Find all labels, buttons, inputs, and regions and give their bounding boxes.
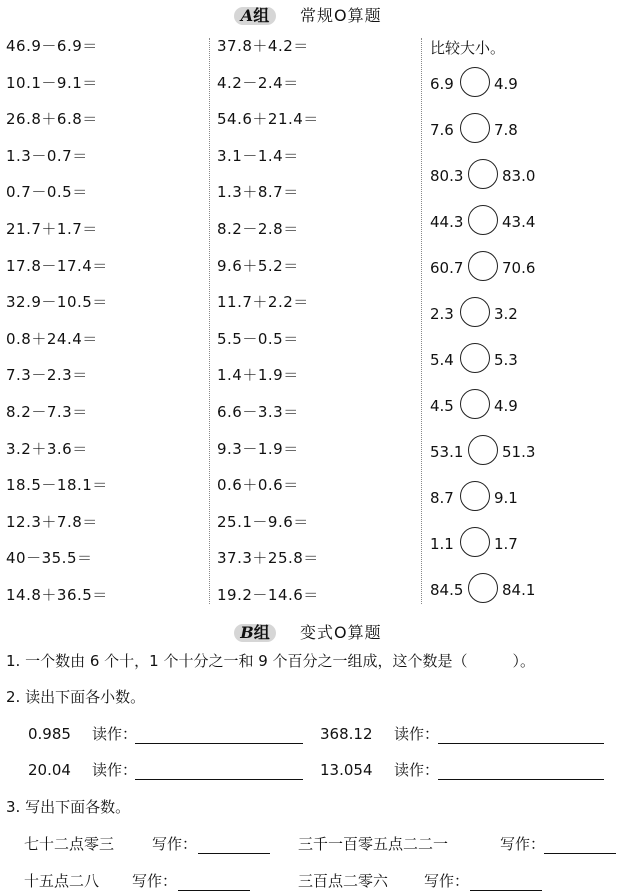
arithmetic-problem: 37.3＋25.8＝ [217,549,319,568]
q2-number-2: 368.12 [320,725,373,743]
compare-right-value: 70.6 [502,259,536,277]
compare-answer-circle[interactable] [460,481,490,511]
compare-answer-circle[interactable] [468,573,498,603]
arithmetic-problem: 7.3－2.3＝ [6,366,88,385]
compare-right-value: 9.1 [494,489,518,507]
arithmetic-problem: 12.3＋7.8＝ [6,512,98,531]
compare-answer-circle[interactable] [468,435,498,465]
compare-left-value: 2.3 [430,305,454,323]
compare-left-value: 53.1 [430,443,464,461]
compare-title: 比较大小。 [430,39,506,57]
compare-left-value: 6.9 [430,75,454,93]
q3-label-4: 写作： [424,872,470,890]
question-1: 1. 一个数由 6 个十，1 个十分之一和 9 个百分之一组成，这个数是（ ）。 [6,652,536,670]
q3-words-2: 三千一百零五点二二一 [298,835,449,853]
compare-right-value: 7.8 [494,121,518,139]
section-b-title: 变式O算题 [300,623,382,642]
compare-right-value: 5.3 [494,351,518,369]
compare-right-value: 1.7 [494,535,518,553]
arithmetic-problem: 9.6＋5.2＝ [217,256,299,275]
compare-right-value: 83.0 [502,167,536,185]
compare-answer-circle[interactable] [460,389,490,419]
compare-answer-circle[interactable] [460,297,490,327]
question-3: 3. 写出下面各数。 [6,798,131,816]
compare-left-value: 4.5 [430,397,454,415]
arithmetic-problem: 17.8－17.4＝ [6,256,108,275]
compare-right-value: 3.2 [494,305,518,323]
section-a-group: 组 [253,6,270,25]
compare-answer-circle[interactable] [460,67,490,97]
q3-words-3: 十五点二八 [24,872,100,890]
arithmetic-problem: 4.2－2.4＝ [217,73,299,92]
section-b-header [0,621,620,645]
q3-answer-line-4[interactable] [470,890,542,891]
compare-left-value: 8.7 [430,489,454,507]
arithmetic-problem: 19.2－14.6＝ [217,586,319,604]
q2-number-3: 20.04 [28,761,71,779]
section-a-letter: A [240,6,254,25]
compare-right-value: 84.1 [502,581,536,599]
compare-answer-circle[interactable] [460,343,490,373]
arithmetic-problem: 25.1－9.6＝ [217,512,309,531]
arithmetic-problem: 0.8＋24.4＝ [6,329,98,348]
q2-answer-line-2[interactable] [438,743,604,744]
arithmetic-problem: 40－35.5＝ [6,549,93,568]
q3-words-1: 七十二点零三 [24,835,115,853]
q2-label-4: 读作： [394,761,440,779]
compare-left-value: 7.6 [430,121,454,139]
arithmetic-problem: 54.6＋21.4＝ [217,110,319,129]
arithmetic-problem: 6.6－3.3＝ [217,403,299,421]
q3-answer-line-1[interactable] [198,853,270,854]
arithmetic-problem: 18.5－18.1＝ [6,476,108,495]
section-b-group: 组 [253,623,270,642]
arithmetic-problem: 0.6＋0.6＝ [217,476,299,495]
arithmetic-problem: 32.9－10.5＝ [6,293,108,312]
compare-answer-circle[interactable] [468,159,498,189]
arithmetic-problem: 1.4＋1.9＝ [217,366,299,385]
section-a-title: 常规O算题 [300,6,382,25]
q3-label-2: 写作： [500,835,546,853]
q2-answer-line-3[interactable] [135,779,303,780]
arithmetic-problem: 1.3＋8.7＝ [217,183,299,202]
arithmetic-problem: 3.1－1.4＝ [217,146,299,165]
arithmetic-problem: 1.3－0.7＝ [6,146,88,165]
column-divider [421,38,422,604]
q2-label-2: 读作： [394,725,440,743]
compare-right-value: 4.9 [494,397,518,415]
compare-right-value: 43.4 [502,213,536,231]
q2-number-4: 13.054 [320,761,373,779]
arithmetic-problem: 26.8＋6.8＝ [6,110,98,129]
compare-left-value: 44.3 [430,213,464,231]
arithmetic-problem: 11.7＋2.2＝ [217,293,309,312]
column-divider [209,38,210,604]
arithmetic-problem: 8.2－2.8＝ [217,220,299,238]
compare-answer-circle[interactable] [468,205,498,235]
question-2: 2. 读出下面各小数。 [6,688,146,706]
arithmetic-problem: 8.2－7.3＝ [6,403,88,421]
compare-left-value: 60.7 [430,259,464,277]
compare-left-value: 5.4 [430,351,454,369]
q2-number-1: 0.985 [28,725,71,743]
q3-label-3: 写作： [132,872,178,890]
arithmetic-problem: 46.9－6.9＝ [6,37,98,55]
compare-right-value: 4.9 [494,75,518,93]
arithmetic-problem: 9.3－1.9＝ [217,439,299,458]
compare-left-value: 84.5 [430,581,464,599]
compare-answer-circle[interactable] [460,113,490,143]
section-b-letter: B [240,623,254,642]
q3-answer-line-3[interactable] [178,890,250,891]
q2-answer-line-4[interactable] [438,779,604,780]
arithmetic-problem: 0.7－0.5＝ [6,183,88,202]
q3-label-1: 写作： [152,835,198,853]
compare-answer-circle[interactable] [460,527,490,557]
arithmetic-problem: 14.8＋36.5＝ [6,586,108,604]
section-a-header [0,4,620,28]
q2-label-1: 读作： [92,725,138,743]
section-a-badge [234,7,276,25]
arithmetic-problem: 3.2＋3.6＝ [6,439,88,458]
q3-answer-line-2[interactable] [544,853,616,854]
compare-left-value: 1.1 [430,535,454,553]
compare-left-value: 80.3 [430,167,464,185]
q2-answer-line-1[interactable] [135,743,303,744]
arithmetic-problem: 37.8＋4.2＝ [217,37,309,55]
q3-words-4: 三百点二零六 [298,872,389,890]
arithmetic-problem: 5.5－0.5＝ [217,329,299,348]
q2-label-3: 读作： [92,761,138,779]
arithmetic-problem: 21.7＋1.7＝ [6,220,98,238]
section-b-badge [234,624,276,642]
compare-right-value: 51.3 [502,443,536,461]
arithmetic-problem: 10.1－9.1＝ [6,73,98,92]
compare-answer-circle[interactable] [468,251,498,281]
